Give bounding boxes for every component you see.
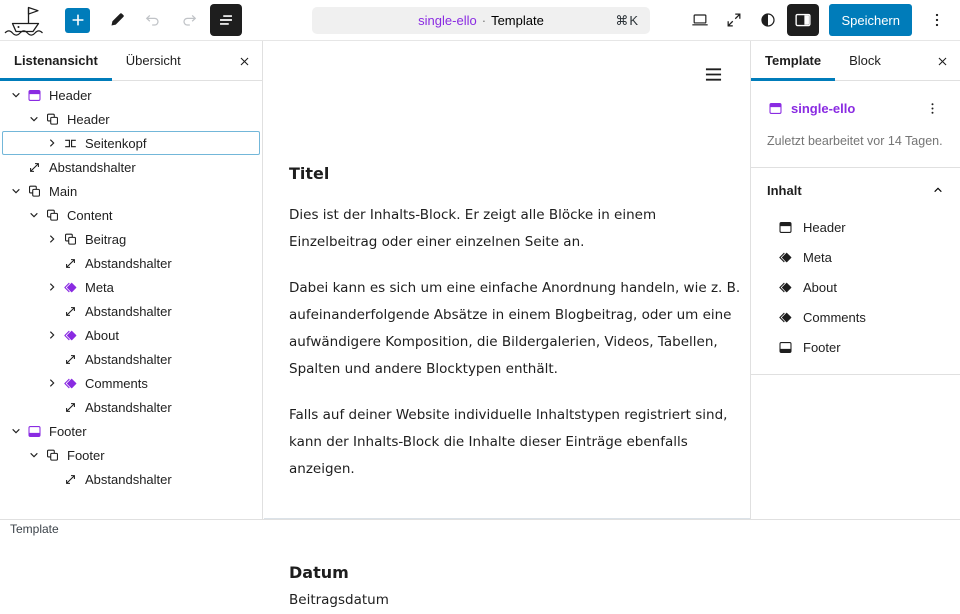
- site-logo[interactable]: [3, 1, 51, 39]
- post-title-block[interactable]: Titel: [289, 164, 330, 183]
- kebab-icon: [924, 100, 941, 117]
- edit-pencil-icon: [107, 10, 127, 30]
- boat-logo-icon: [4, 3, 50, 37]
- chevron-right-icon[interactable]: [44, 327, 62, 343]
- content-item-about[interactable]: [751, 272, 960, 302]
- command-center-context: Template: [491, 13, 544, 28]
- chevron-right-icon[interactable]: [44, 375, 62, 391]
- tree-row-label: Abstandshalter: [85, 255, 172, 271]
- chevron-down-icon[interactable]: [8, 87, 26, 103]
- list-view-panel: [0, 41, 263, 519]
- spacer-icon: [26, 158, 46, 176]
- pattern-icon: [777, 308, 803, 326]
- spacer-icon: [62, 470, 82, 488]
- close-list-view-button[interactable]: [232, 49, 256, 73]
- content-section-title: Inhalt: [767, 182, 802, 198]
- spacer-icon: [62, 302, 82, 320]
- tree-row-spacer[interactable]: [0, 467, 262, 491]
- pattern-icon: [62, 326, 82, 344]
- content-item-meta[interactable]: [751, 242, 960, 272]
- group-icon: [44, 110, 64, 128]
- spacer-icon: [62, 398, 82, 416]
- tab-listenansicht[interactable]: Listenansicht: [0, 41, 112, 80]
- close-settings-button[interactable]: [930, 49, 954, 73]
- list-view-button[interactable]: [210, 4, 242, 36]
- content-item-label: Meta: [803, 249, 832, 265]
- more-options-button[interactable]: [922, 5, 952, 35]
- pattern-icon: [62, 374, 82, 392]
- chevron-down-icon[interactable]: [8, 183, 26, 199]
- content-outline-list: [751, 212, 960, 374]
- tab-block[interactable]: Block: [835, 41, 895, 80]
- tree-row-spacer[interactable]: [0, 299, 262, 323]
- undo-button[interactable]: [138, 5, 168, 35]
- group-icon: [44, 446, 64, 464]
- template-icon: [767, 99, 791, 117]
- tree-row-label: Abstandshalter: [85, 351, 172, 367]
- redo-icon: [179, 10, 199, 30]
- command-center-separator: ·: [481, 13, 487, 28]
- tree-row-main-group[interactable]: [0, 179, 262, 203]
- breadcrumb-bar: [0, 519, 960, 538]
- tab-uebersicht[interactable]: Übersicht: [112, 41, 195, 80]
- tree-row-label: About: [85, 327, 119, 343]
- command-center-title: single-ello: [418, 13, 477, 28]
- save-button[interactable]: Speichern: [829, 4, 912, 36]
- redo-button[interactable]: [174, 5, 204, 35]
- chevron-down-icon[interactable]: [26, 447, 44, 463]
- plus-icon: [68, 10, 88, 30]
- footer-template-icon: [26, 422, 46, 440]
- tree-row-seitenkopf[interactable]: [2, 131, 260, 155]
- spacer-icon: [62, 254, 82, 272]
- command-center[interactable]: [312, 7, 650, 34]
- expand-icon: [724, 10, 744, 30]
- last-edited-text: Zuletzt bearbeitet vor 14 Tagen.: [767, 134, 943, 148]
- content-item-footer[interactable]: [751, 332, 960, 362]
- tree-row-label: Footer: [49, 423, 87, 439]
- settings-sidebar: [750, 41, 960, 519]
- laptop-icon: [690, 10, 710, 30]
- group-icon: [44, 206, 64, 224]
- close-icon: [236, 53, 253, 70]
- tree-row-meta[interactable]: [0, 275, 262, 299]
- chevron-down-icon[interactable]: [8, 423, 26, 439]
- contrast-icon: [758, 10, 778, 30]
- tree-row-label: Meta: [85, 279, 114, 295]
- tree-row-header-template[interactable]: [0, 83, 262, 107]
- template-actions-button[interactable]: [920, 96, 944, 120]
- footer-template-icon: [777, 338, 803, 356]
- divider: [751, 374, 960, 375]
- tree-row-label: Header: [49, 87, 92, 103]
- tree-row-content-group[interactable]: [0, 203, 262, 227]
- tree-row-label: Content: [67, 207, 113, 223]
- content-item-label: Footer: [803, 339, 841, 355]
- paragraph-block[interactable]: Dabei kann es sich um eine einfache Anordnung handeln, wie z. B. aufeinanderfolgende Absätze in einem Blogbeitrag, oder um eine aufwändigere Komposition, die Bildergalerien, Videos, Tabellen, Spalten und andere Blocktypen enthält.: [289, 280, 741, 377]
- tree-row-spacer[interactable]: [0, 251, 262, 275]
- tab-template[interactable]: Template: [751, 41, 835, 80]
- content-item-label: Header: [803, 219, 846, 235]
- preview-desktop-button[interactable]: [685, 5, 715, 35]
- tools-button[interactable]: [102, 5, 132, 35]
- paragraph-block[interactable]: Falls auf deiner Website individuelle Inhaltstypen registriert sind, kann der Inhalts-Block die Inhalte dieser Einträge ebenfalls anzeigen.: [289, 407, 728, 477]
- tree-row-label: Abstandshalter: [85, 303, 172, 319]
- tree-row-comments[interactable]: [0, 371, 262, 395]
- content-item-header[interactable]: [751, 212, 960, 242]
- content-item-comments[interactable]: [751, 302, 960, 332]
- hamburger-icon: [705, 67, 722, 82]
- chevron-right-icon[interactable]: [44, 231, 62, 247]
- pattern-icon: [62, 278, 82, 296]
- tree-row-spacer[interactable]: [0, 155, 262, 179]
- settings-sidebar-toggle-button[interactable]: [787, 4, 819, 36]
- editor-canvas[interactable]: [264, 41, 750, 608]
- fullscreen-view-button[interactable]: [719, 5, 749, 35]
- pattern-icon: [777, 248, 803, 266]
- nav-menu-button[interactable]: [700, 62, 726, 86]
- list-view-icon: [215, 9, 237, 31]
- group-icon: [62, 230, 82, 248]
- post-content-block: [289, 164, 741, 614]
- header-template-icon: [26, 86, 46, 104]
- tree-row-beitrag[interactable]: [0, 227, 262, 251]
- settings-tabbar: [751, 41, 960, 81]
- editor-topbar: [0, 0, 960, 41]
- inserter-toggle-button[interactable]: [65, 8, 90, 33]
- chevron-down-icon[interactable]: [26, 207, 44, 223]
- chevron-up-icon: [930, 182, 946, 198]
- group-icon: [26, 182, 46, 200]
- tree-row-label: Header: [67, 111, 110, 127]
- chevron-right-icon[interactable]: [44, 135, 62, 151]
- chevron-down-icon[interactable]: [26, 111, 44, 127]
- content-item-label: Comments: [803, 309, 866, 325]
- tree-row-label: Abstandshalter: [85, 399, 172, 415]
- tree-row-footer-group[interactable]: [0, 443, 262, 467]
- tree-row-label: Seitenkopf: [85, 135, 147, 151]
- template-name[interactable]: single-ello: [791, 100, 856, 116]
- tree-row-label: Main: [49, 183, 78, 199]
- kebab-icon: [927, 10, 947, 30]
- tree-row-header-group[interactable]: [0, 107, 262, 131]
- content-section-toggle[interactable]: [751, 168, 960, 212]
- tree-row-footer-template[interactable]: [0, 419, 262, 443]
- tree-row-label: Footer: [67, 447, 105, 463]
- paragraph-block[interactable]: Dies ist der Inhalts-Block. Er zeigt alle Blöcke in einem Einzelbeitrag oder einer einzelnen Seite an.: [289, 207, 657, 250]
- close-icon: [934, 53, 951, 70]
- tree-row-spacer[interactable]: [0, 395, 262, 419]
- content-item-label: About: [803, 279, 837, 295]
- template-card: [751, 81, 960, 167]
- tree-row-spacer[interactable]: [0, 347, 262, 371]
- spacer-icon: [62, 350, 82, 368]
- tree-row-about[interactable]: [0, 323, 262, 347]
- date-heading-block[interactable]: Datum: [289, 563, 349, 582]
- chevron-right-icon[interactable]: [44, 279, 62, 295]
- tree-row-label: Abstandshalter: [85, 471, 172, 487]
- tree-row-label: Abstandshalter: [49, 159, 136, 175]
- tree-row-label: Beitrag: [85, 231, 127, 247]
- list-view-tabbar: [0, 41, 262, 81]
- breadcrumb[interactable]: Template: [10, 522, 59, 536]
- tree-row-label: Comments: [85, 375, 148, 391]
- pattern-icon: [777, 278, 803, 296]
- style-book-button[interactable]: [753, 5, 783, 35]
- header-template-icon: [777, 218, 803, 236]
- block-tree: [0, 81, 262, 491]
- command-shortcut: ⌘K: [615, 12, 639, 28]
- row-icon: [62, 134, 82, 152]
- undo-icon: [143, 10, 163, 30]
- post-date-block[interactable]: Beitragsdatum: [289, 592, 389, 608]
- sidebar-toggle-icon: [792, 9, 814, 31]
